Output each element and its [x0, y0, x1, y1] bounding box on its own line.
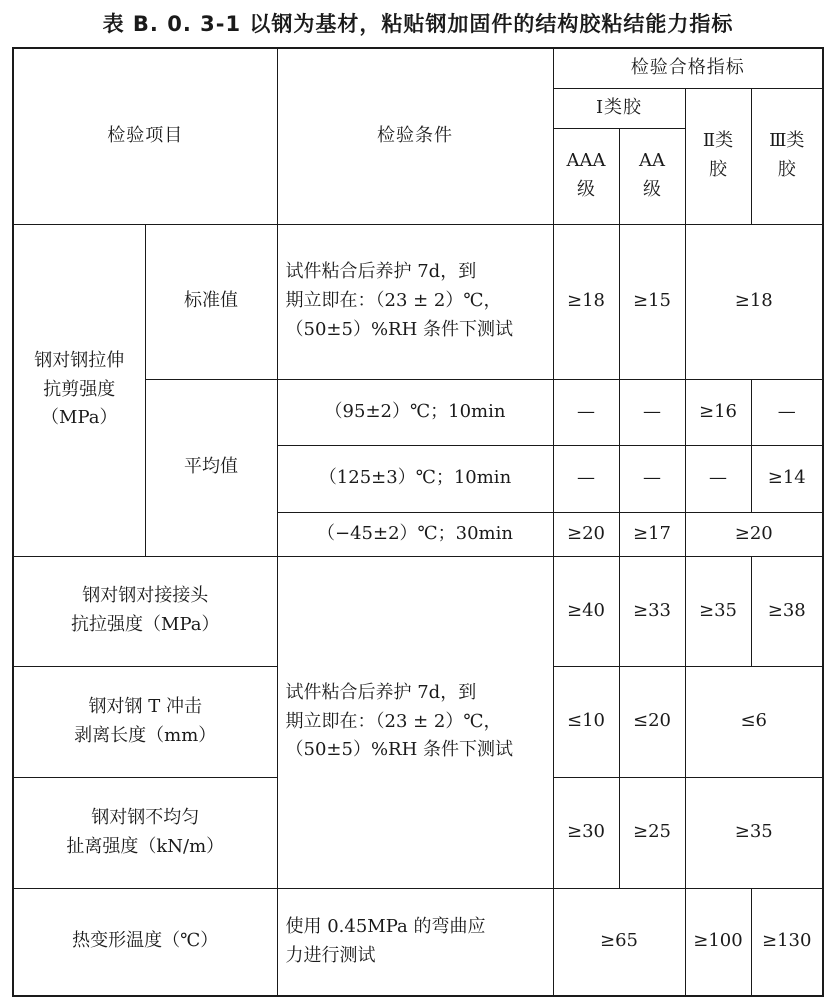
hdt-type3: ≥130 — [751, 888, 823, 996]
tensile-item: 钢对钢对接接头 抗拉强度（MPa） — [13, 556, 277, 666]
shear-m45-aa: ≥17 — [619, 512, 685, 556]
shear-125-type3: ≥14 — [751, 445, 823, 512]
shear-95-type2: ≥16 — [685, 379, 751, 445]
peel-item: 钢对钢 T 冲击 剥离长度（mm） — [13, 666, 277, 777]
tensile-type2: ≥35 — [685, 556, 751, 666]
shear-125-aaa: — — [553, 445, 619, 512]
tensile-aa: ≥33 — [619, 556, 685, 666]
hdt-type2: ≥100 — [685, 888, 751, 996]
shear-standard-type23: ≥18 — [685, 224, 823, 379]
shear-m45-type23: ≥20 — [685, 512, 823, 556]
header-item: 检验项目 — [13, 48, 277, 224]
peel-aa: ≤20 — [619, 666, 685, 777]
shared-condition: 试件粘合后养护 7d，到 期立即在：（23 ± 2）℃， （50±5）%RH 条件下测试 — [277, 556, 553, 888]
shear-95-type3: — — [751, 379, 823, 445]
shear-average-label: 平均值 — [145, 379, 277, 556]
shear-95-aaa: — — [553, 379, 619, 445]
header-condition: 检验条件 — [277, 48, 553, 224]
shear-95-aa: — — [619, 379, 685, 445]
peel-type23: ≤6 — [685, 666, 823, 777]
tensile-aaa: ≥40 — [553, 556, 619, 666]
hdt-condition: 使用 0.45MPa 的弯曲应 力进行测试 — [277, 888, 553, 996]
header-type2: Ⅱ类 胶 — [685, 88, 751, 224]
header-type3: Ⅲ类 胶 — [751, 88, 823, 224]
hdt-item: 热变形温度（℃） — [13, 888, 277, 996]
shear-125-aa: — — [619, 445, 685, 512]
peel-aaa: ≤10 — [553, 666, 619, 777]
header-criteria: 检验合格指标 — [553, 48, 823, 88]
tensile-type3: ≥38 — [751, 556, 823, 666]
header-type1: Ⅰ类胶 — [553, 88, 685, 128]
shear-standard-condition: 试件粘合后养护 7d，到 期立即在：（23 ± 2）℃， （50±5）%RH 条件下测试 — [277, 224, 553, 379]
shear-standard-aa: ≥15 — [619, 224, 685, 379]
adhesive-performance-table — [12, 47, 824, 997]
cleavage-type23: ≥35 — [685, 777, 823, 888]
header-aaa: AAA 级 — [553, 128, 619, 224]
cleavage-aa: ≥25 — [619, 777, 685, 888]
cleavage-aaa: ≥30 — [553, 777, 619, 888]
shear-standard-label: 标准值 — [145, 224, 277, 379]
shear-m45-condition: （−45±2）℃；30min — [277, 512, 553, 556]
shear-125-condition: （125±3）℃；10min — [277, 445, 553, 512]
hdt-type1: ≥65 — [553, 888, 685, 996]
shear-item: 钢对钢拉伸 抗剪强度 （MPa） — [13, 224, 145, 556]
header-aa: AA 级 — [619, 128, 685, 224]
shear-m45-aaa: ≥20 — [553, 512, 619, 556]
shear-standard-aaa: ≥18 — [553, 224, 619, 379]
shear-95-condition: （95±2）℃；10min — [277, 379, 553, 445]
shear-125-type2: — — [685, 445, 751, 512]
table-title: 表 B. 0. 3-1 以钢为基材，粘贴钢加固件的结构胶粘结能力指标 — [102, 12, 734, 36]
cleavage-item: 钢对钢不均匀 扯离强度（kN/m） — [13, 777, 277, 888]
